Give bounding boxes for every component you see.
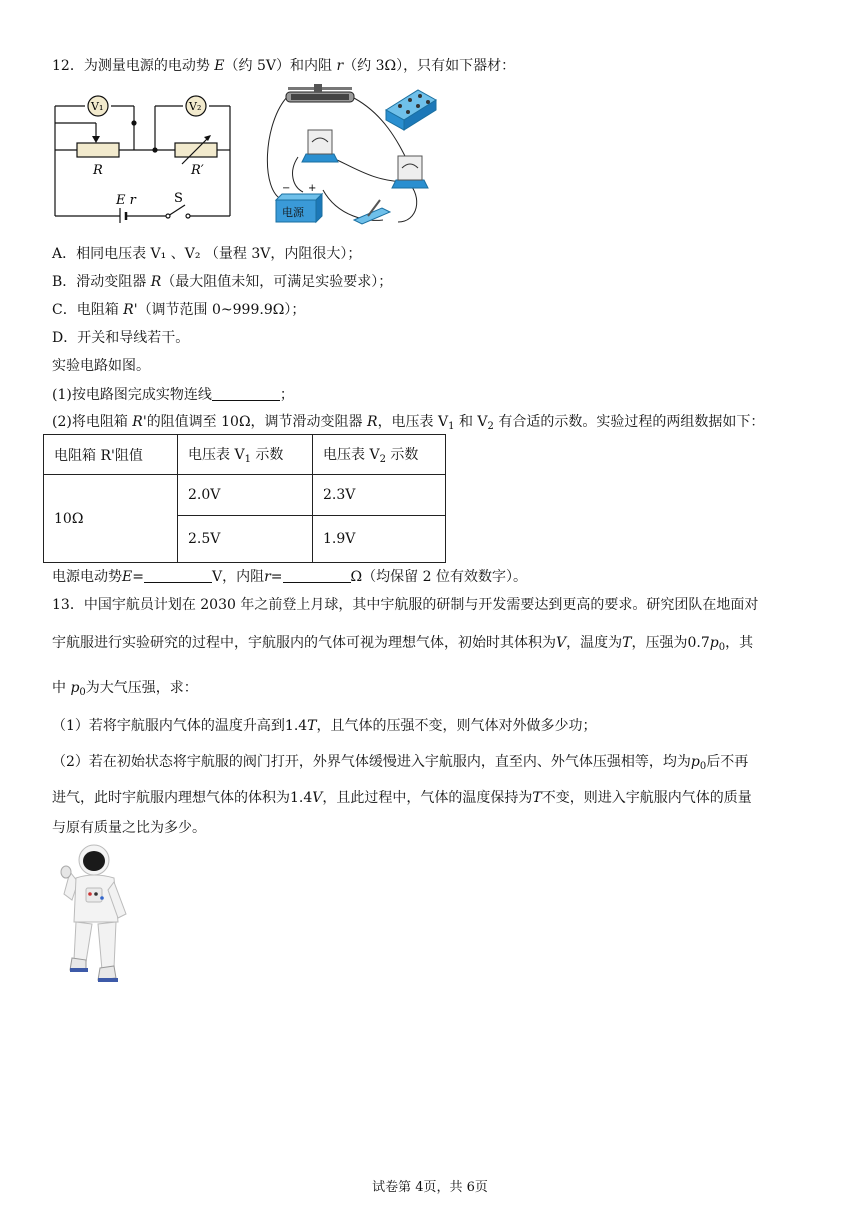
rp-label: R′ xyxy=(191,163,204,178)
q12-answer-line: 电源电动势E= V，内阻r= Ω（均保留 2 位有效数字）。 xyxy=(52,569,527,585)
minus-label: − xyxy=(282,183,291,194)
option-a: A．相同电压表 V₁ 、V₂ （量程 3V，内阻很大）； xyxy=(52,246,362,262)
q13-line2: 宇航服进行实验研究的过程中，宇航服内的气体可视为理想气体，初始时其体积为V，温度为T，压强为$0.7p_0$，其 xyxy=(52,635,754,653)
q13-part2: （2）若在初始状态将宇航服的阀门打开，外界气体缓慢进入宇航服内，直至内、外气体压强相等，均为$p_0$后不再 xyxy=(52,754,749,772)
answer-blank-emf[interactable] xyxy=(144,568,212,583)
circuit-diagram xyxy=(50,88,235,223)
page-footer: 试卷第 4页，共 6页 xyxy=(372,1180,488,1195)
q13-part2-line3: 与原有质量之比为多少。 xyxy=(52,820,206,836)
option-c: C．电阻箱 R'（调节范围 0~999.9Ω）； xyxy=(52,302,306,318)
q12-part2: (2)将电阻箱 R'的阻值调至 10Ω，调节滑动变阻器 R，电压表 $V_1$ 和 $V_2$ 有合适的示数。实验过程的两组数据如下： xyxy=(52,414,765,432)
power-source-label: 电源 xyxy=(282,206,304,219)
astronaut-illustration xyxy=(56,842,136,990)
table-row xyxy=(44,475,446,516)
answer-blank-wiring[interactable] xyxy=(212,386,280,401)
data-table xyxy=(43,434,446,563)
q12-part1: (1)按电路图完成实物连线 ； xyxy=(52,387,294,403)
table-cell: 2.5V xyxy=(178,516,313,563)
answer-blank-resistance[interactable] xyxy=(283,568,351,583)
option-b: B．滑动变阻器 R（最大阻值未知，可满足实验要求）； xyxy=(52,274,393,290)
q12-stem: 12．为测量电源的电动势 E（约 5V）和内阻 r（约 3Ω），只有如下器材： xyxy=(52,58,516,74)
circuit-note: 实验电路如图。 xyxy=(52,358,150,374)
apparatus-illustration xyxy=(258,82,443,227)
table-cell: 2.0V xyxy=(178,475,313,516)
r-label: R xyxy=(93,163,103,178)
q13-part2-line2: 进气，此时宇航服内理想气体的体积为1.4V，且此过程中，气体的温度保持为T不变，则进入宇航服内气体的质量 xyxy=(52,790,752,806)
table-cell-resistance: 10Ω xyxy=(44,475,178,563)
v1-label: V₁ xyxy=(91,100,104,113)
q13-part1: （1）若将宇航服内气体的温度升高到1.4T，且气体的压强不变，则气体对外做多少功； xyxy=(52,718,597,734)
q13-line3: 中 $p_0$为大气压强，求： xyxy=(52,680,198,698)
v2-label: V₂ xyxy=(189,100,202,113)
table-cell: 2.3V xyxy=(313,475,446,516)
option-d: D．开关和导线若干。 xyxy=(52,330,190,346)
er-label: E r xyxy=(116,193,136,208)
table-header-resistance: 电阻箱 R'阻值 xyxy=(44,435,178,475)
table-header-v2: 电压表 $V_2$ 示数 xyxy=(313,435,446,475)
table-header-v1: 电压表 $V_1$ 示数 xyxy=(178,435,313,475)
table-cell: 1.9V xyxy=(313,516,446,563)
q13-line1: 13．中国宇航员计划在 2030 年之前登上月球，其中宇航服的研制与开发需要达到更高的要求。研究团队在地面对 xyxy=(52,597,759,613)
s-label: S xyxy=(174,191,183,206)
plus-label: + xyxy=(308,183,317,194)
